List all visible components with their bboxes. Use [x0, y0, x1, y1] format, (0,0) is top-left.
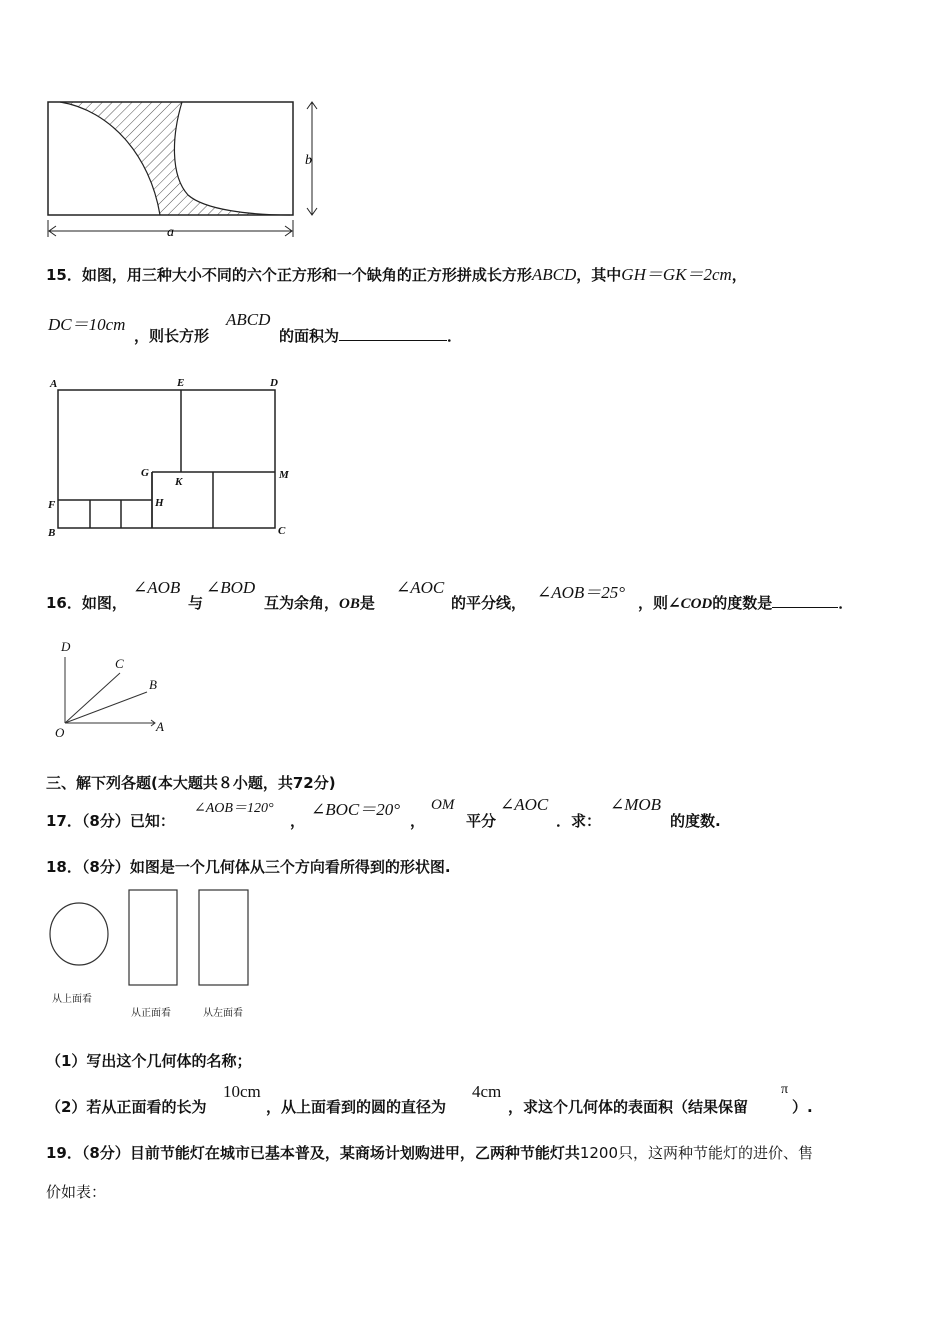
top-view-circle	[50, 903, 108, 965]
angle-rays-figure	[45, 635, 180, 745]
q15-math-abcd: ABCD	[531, 265, 577, 284]
q19-number: 19．	[46, 1144, 82, 1162]
q18-sub2-b: ，从上面看到的圆的直径为	[266, 1098, 447, 1116]
q17-text-c: ．求：	[556, 812, 602, 830]
q16-math-aob: ∠AOB	[133, 578, 181, 597]
q15-text-e: 的面积为	[279, 327, 340, 345]
q16-math-aoc: ∠AOC	[396, 578, 445, 597]
label-D: D	[270, 377, 278, 389]
q15-text-c: ，	[731, 266, 747, 284]
q16-text-b: 与	[188, 594, 204, 612]
rectangle-hatched-figure	[40, 95, 330, 245]
front-view-rect	[129, 890, 177, 985]
q17-math-boc: ∠BOC＝20°	[311, 800, 401, 819]
q17-number: 17．	[46, 812, 82, 830]
q18-sub1: （1）写出这个几何体的名称；	[46, 1052, 252, 1070]
squares-rectangle-figure	[40, 372, 300, 542]
label-M: M	[279, 469, 289, 481]
q16-number: 16．	[46, 594, 82, 612]
q18-number: 18．	[46, 858, 82, 876]
q16-math-aob25: ∠AOB＝25°	[537, 583, 626, 602]
q15-line1	[46, 260, 747, 285]
q18-score: （8分）	[81, 858, 130, 876]
label-A: A	[156, 719, 164, 734]
q17-math-om: OM	[431, 797, 455, 813]
q17-math-aob: ∠AOB＝120°	[194, 801, 274, 816]
q16-text-e: 的平分线，	[451, 594, 527, 612]
q16-text-f: ，则	[638, 594, 669, 612]
q18-sub2-a: （2）若从正面看的长为	[46, 1098, 207, 1116]
q16-text-end: ．	[838, 594, 854, 612]
three-views-figure	[45, 885, 260, 990]
q15-text-a: 如图，用三种大小不同的六个正方形和一个缺角的正方形拼成长方形	[81, 266, 532, 284]
q19-score: （8分）	[81, 1144, 130, 1162]
q19-text-b: 只，这两种节能灯的进价、售	[618, 1144, 814, 1162]
q15-math-dc: DC＝10cm	[48, 315, 126, 334]
q15-math-abcd2: ABCD	[226, 310, 271, 329]
q17-math-aoc: ∠AOC	[500, 795, 549, 814]
q15-text-b: ，其中	[576, 266, 622, 284]
q16-answer-blank[interactable]	[772, 606, 838, 608]
label-b: b	[305, 153, 312, 168]
label-F: F	[48, 499, 56, 511]
q18-sub2-pi: π	[781, 1082, 789, 1097]
right-arc	[174, 102, 290, 215]
caption-left-view: 从左面看	[203, 1008, 243, 1019]
q16-mid	[264, 592, 375, 613]
q16-start	[46, 592, 127, 613]
q19-text-c: 价如表：	[46, 1183, 107, 1201]
q16-text-g: 的度数是	[712, 594, 773, 612]
label-E: E	[177, 377, 185, 389]
q15-number: 15．	[46, 266, 82, 284]
q17-text-d: 的度数.	[670, 812, 721, 830]
label-B: B	[48, 527, 56, 539]
caption-front-view: 从正面看	[131, 1008, 171, 1019]
q16-text-d: 是	[359, 594, 375, 612]
label-a: a	[167, 225, 174, 240]
q16-text-a: 如图，	[81, 594, 127, 612]
q17-text-b: 平分	[466, 812, 497, 830]
q16-text-c: 互为余角，	[264, 594, 340, 612]
q19-num: 1200	[579, 1144, 619, 1162]
q16-math-bod: ∠BOD	[206, 578, 256, 597]
q18-text: 如图是一个几何体从三个方向看所得到的形状图.	[129, 858, 451, 876]
label-D: D	[61, 639, 71, 654]
label-C: C	[278, 525, 286, 537]
q17-score: （8分）	[81, 812, 130, 830]
label-O: O	[55, 725, 65, 740]
q16-end	[638, 592, 853, 613]
q18-sub2-m1: 10cm	[223, 1082, 261, 1101]
q15-line2-end	[279, 325, 462, 346]
q16-math-cod: ∠COD	[668, 596, 713, 612]
q18-sub2-m2: 4cm	[472, 1082, 502, 1101]
q17-sep1: ，	[290, 812, 306, 830]
caption-top-view: 从上面看	[52, 994, 92, 1005]
q17-text-a: 已知：	[129, 812, 175, 830]
q18-line	[46, 856, 451, 877]
q15-text-d: ，则长方形	[134, 327, 210, 345]
label-B: B	[149, 677, 157, 692]
q17-math-mob: ∠MOB	[610, 795, 662, 814]
q15-answer-blank[interactable]	[339, 339, 447, 341]
q18-sub2-c: ，求这个几何体的表面积（结果保留	[508, 1098, 749, 1116]
q19-text-a: 目前节能灯在城市已基本普及，某商场计划购进甲，乙两种节能灯共	[129, 1144, 580, 1162]
q17-sep2: ，	[410, 812, 426, 830]
q19-line1	[46, 1142, 813, 1163]
label-C: C	[115, 656, 124, 671]
label-A: A	[50, 378, 58, 390]
q15-math-gh-gk: GH＝GK＝2cm	[621, 265, 732, 284]
left-view-rect	[199, 890, 248, 985]
label-G: G	[141, 467, 149, 479]
q16-math-ob: OB	[339, 596, 360, 612]
label-H: H	[155, 497, 164, 509]
label-K: K	[175, 476, 183, 488]
section3-title: 三、解下列各题(本大题共８小题，共72分)	[46, 774, 336, 792]
q15-text-end: ．	[447, 327, 463, 345]
q18-sub2-d: ）.	[792, 1098, 813, 1116]
q17-start	[46, 810, 175, 831]
